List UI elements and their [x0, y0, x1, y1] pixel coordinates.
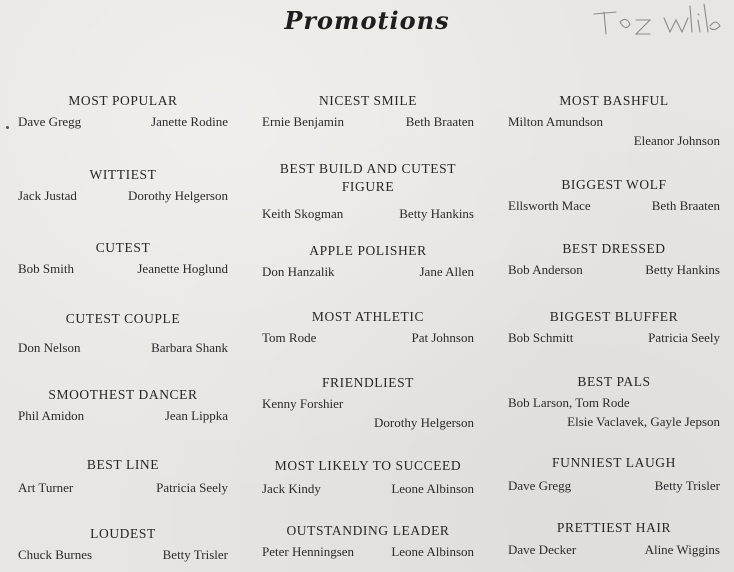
award-heading: FUNNIEST LAUGH [551, 455, 677, 470]
award-most-bashful [504, 92, 724, 152]
nominee-boy: Keith Skogman [262, 206, 344, 221]
award-heading: SMOOTHEST DANCER [48, 387, 198, 402]
nominee-girl: Pat Johnson [411, 330, 474, 345]
nominee-girl: Betty Trisler [654, 478, 720, 493]
nominee-girl: Beth Braaten [405, 114, 474, 129]
award-cutest [14, 239, 232, 279]
award-heading: MOST ATHLETIC [311, 309, 425, 324]
nominee-girl: Janette Rodine [151, 114, 228, 129]
award-biggest-wolf [504, 176, 724, 216]
award-heading: CUTEST [95, 240, 151, 255]
nominee-girl: Jane Allen [419, 264, 474, 279]
award-heading: PRETTIEST HAIR [556, 520, 672, 535]
award-apple-polisher [258, 242, 478, 282]
award-nicest-smile [258, 92, 478, 132]
nominee-boy: Bob Anderson [508, 262, 583, 277]
nominee-girl: Betty Hankins [645, 262, 720, 277]
award-most-likely-to-succeed [258, 457, 478, 499]
nominee-girl: Eleanor Johnson [633, 133, 720, 148]
award-heading: WITTIEST [89, 167, 157, 182]
nominee-boy: Peter Henningsen [262, 544, 355, 559]
nominee-girl: Betty Hankins [399, 206, 474, 221]
nominee-pair-girls: Elsie Vaclavek, Gayle Jepson [567, 414, 720, 429]
nominee-girl: Beth Braaten [651, 198, 720, 213]
nominee-girl: Patricia Seely [156, 480, 228, 495]
nominee-girl: Jean Lippka [164, 408, 228, 423]
award-friendliest [258, 374, 478, 434]
nominee-boy: Dave Gregg [508, 478, 572, 493]
handwritten-margin-note [586, 0, 726, 55]
award-heading: CUTEST COUPLE [65, 311, 181, 326]
nominee-boy: Chuck Burnes [18, 547, 93, 562]
award-smoothest-dancer [14, 386, 232, 426]
nominee-girl: Dorothy Helgerson [127, 188, 228, 203]
award-outstanding-leader [258, 522, 478, 562]
nominee-girl: Patricia Seely [648, 330, 720, 345]
nominee-boy: Milton Amundson [508, 114, 603, 129]
nominee-boy: Ernie Benjamin [262, 114, 344, 129]
nominee-boy: Dave Decker [508, 542, 577, 557]
award-heading: OUTSTANDING LEADER [286, 523, 450, 538]
award-funniest-laugh [504, 454, 724, 496]
award-best-dressed [504, 240, 724, 280]
award-heading: BEST DRESSED [562, 241, 666, 256]
award-heading: MOST BASHFUL [559, 93, 669, 108]
nominee-boy: Ellsworth Mace [508, 198, 591, 213]
nominee-boy: Art Turner [18, 480, 74, 495]
award-best-build-names [258, 202, 478, 224]
award-prettiest-hair [504, 519, 724, 560]
nominee-boy: Jack Kindy [262, 481, 321, 496]
award-heading: BEST BUILD AND CUTEST FIGURE [279, 161, 457, 194]
nominee-girl: Aline Wiggins [644, 542, 720, 557]
award-biggest-bluffer [504, 308, 724, 348]
nominee-boy: Kenny Forshier [262, 396, 344, 411]
award-most-popular [14, 92, 232, 132]
award-heading: BEST PALS [577, 374, 651, 389]
award-heading: BIGGEST WOLF [561, 177, 667, 192]
award-loudest [14, 525, 232, 565]
award-most-athletic [258, 308, 478, 348]
nominee-boy: Phil Amidon [18, 408, 85, 423]
nominee-boy: Jack Justad [18, 188, 77, 203]
award-heading: FRIENDLIEST [321, 375, 415, 390]
nominee-girl: Leone Albinson [391, 544, 474, 559]
award-heading: LOUDEST [90, 526, 156, 541]
nominee-boy: Tom Rode [262, 330, 317, 345]
nominee-girl: Betty Trisler [162, 547, 228, 562]
page-title: Promotions [284, 6, 450, 35]
award-best-line [14, 456, 232, 498]
nominee-boy: Don Nelson [18, 340, 81, 355]
nominee-girl: Jeanette Hoglund [137, 261, 228, 276]
award-heading: BEST LINE [86, 457, 160, 472]
award-best-build [258, 160, 478, 196]
nominee-boy: Bob Smith [18, 261, 74, 276]
award-heading: BIGGEST BLUFFER [549, 309, 679, 324]
award-heading: MOST POPULAR [68, 93, 178, 108]
nominee-girl: Dorothy Helgerson [373, 415, 474, 430]
award-cutest-couple [14, 310, 232, 358]
ink-speck [6, 126, 9, 129]
award-heading: NICEST SMILE [318, 93, 418, 108]
nominee-boy: Bob Schmitt [508, 330, 574, 345]
nominee-girl: Leone Albinson [391, 481, 474, 496]
nominee-girl: Barbara Shank [151, 340, 228, 355]
award-best-pals [504, 373, 724, 433]
nominee-boy: Don Hanzalik [262, 264, 335, 279]
nominee-pair-boys: Bob Larson, Tom Rode [508, 395, 630, 410]
award-heading: APPLE POLISHER [309, 243, 427, 258]
nominee-boy: Dave Gregg [18, 114, 82, 129]
award-heading: MOST LIKELY TO SUCCEED [274, 458, 462, 473]
award-wittiest [14, 166, 232, 206]
